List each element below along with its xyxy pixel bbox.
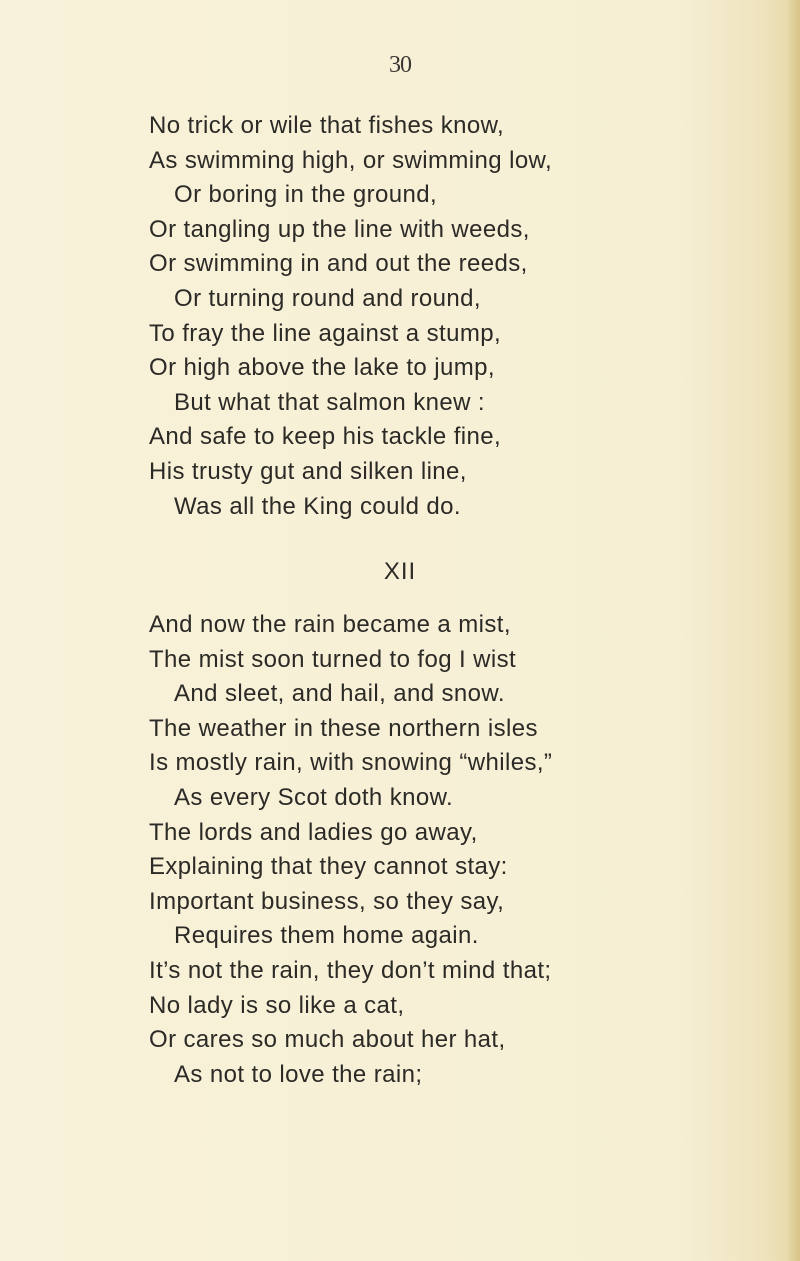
- page-edge-shadow: [786, 0, 800, 1261]
- poem-line: Or turning round and round,: [174, 285, 481, 312]
- poem-line: Or tangling up the line with weeds,: [149, 215, 530, 243]
- poem-line: It’s not the rain, they don’t mind that;: [149, 957, 552, 984]
- poem-line: But what that salmon knew :: [174, 388, 485, 416]
- poem-line: No lady is so like a cat,: [149, 991, 405, 1019]
- poem-line: Important business, so they say,: [149, 887, 505, 915]
- poem-line: Requires them home again.: [174, 922, 479, 950]
- poem-line: And sleet, and hail, and snow.: [174, 680, 505, 708]
- poem-line: And now the rain became a mist,: [149, 611, 511, 638]
- poem-line: As not to love the rain;: [174, 1060, 423, 1088]
- poem-line: Explaining that they cannot stay:: [149, 853, 508, 881]
- poem-line: The weather in these northern isles: [149, 714, 538, 742]
- poem-line: Or high above the lake to jump,: [149, 354, 495, 382]
- poem-line: And safe to keep his tackle fine,: [149, 423, 502, 451]
- poem-line: As swimming high, or swimming low,: [149, 146, 553, 174]
- poem-line: The mist soon turned to fog I wist: [149, 645, 517, 673]
- poem-line: Was all the King could do.: [174, 492, 461, 520]
- poem-line: His trusty gut and silken line,: [149, 458, 467, 485]
- poem-line: To fray the line against a stump,: [149, 319, 502, 347]
- poem-line: As every Scot doth know.: [174, 784, 454, 811]
- section-heading: XII: [383, 558, 417, 585]
- poem-line: Or boring in the ground,: [174, 181, 438, 209]
- poem-line: The lords and ladies go away,: [149, 818, 478, 846]
- poem-line: No trick or wile that fishes know,: [149, 112, 505, 139]
- page-number: 30: [389, 52, 411, 78]
- poem-line: Is mostly rain, with snowing “whiles,”: [149, 749, 553, 777]
- poem-line: Or swimming in and out the reeds,: [149, 250, 528, 278]
- poem-line: Or cares so much about her hat,: [149, 1026, 506, 1054]
